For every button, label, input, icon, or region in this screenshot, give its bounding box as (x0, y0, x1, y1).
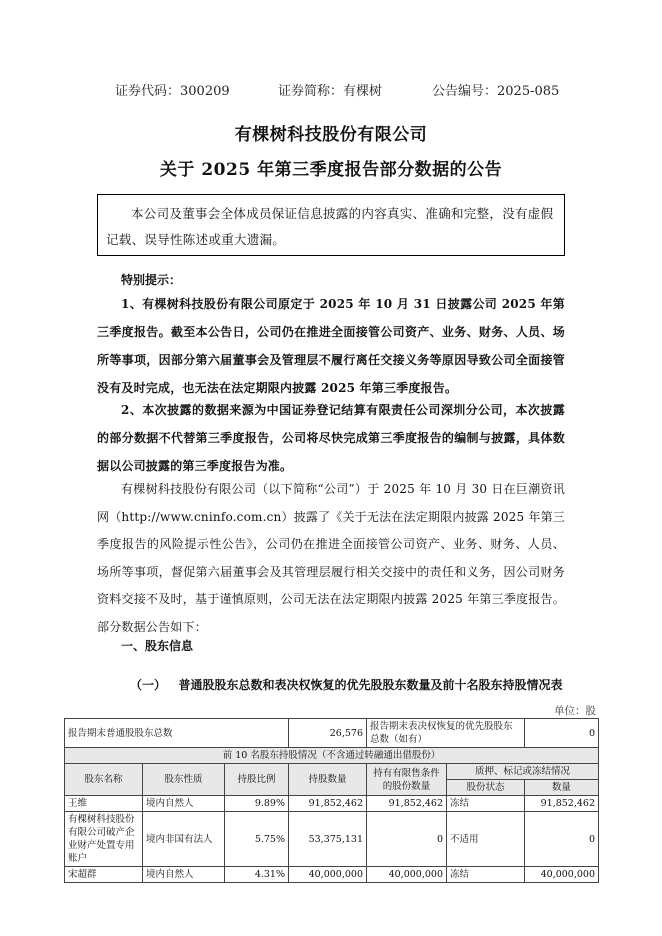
holder-count: 40,000,000 (289, 867, 367, 883)
col-header-restricted: 持有有限售条件的股份数量 (367, 764, 447, 796)
table-row (65, 796, 599, 812)
holder-name: 王维 (65, 796, 143, 812)
table-row (65, 719, 599, 748)
announcement-title: 关于 2025 年第三季度报告部分数据的公告 (159, 160, 503, 180)
holder-count: 53,375,131 (289, 812, 367, 867)
total-holders-value: 26,576 (289, 719, 367, 748)
disclaimer-box: 本公司及董事会全体成员保证信息披露的内容真实、准确和完整，没有虚假记载、误导性陈述或重大遗漏。 (97, 194, 565, 256)
total-holders-label: 报告期末普通股股东总数 (65, 719, 289, 748)
holder-ratio: 9.89% (225, 796, 289, 812)
shareholder-table (64, 718, 599, 883)
pref-holders-label: 报告期末表决权恢复的优先股股东总数（如有） (367, 719, 525, 748)
holder-nature: 境内自然人 (143, 867, 225, 883)
holder-status: 冻结 (447, 796, 525, 812)
stock-code: 证券代码：300209 (115, 84, 230, 99)
holder-restricted: 40,000,000 (367, 867, 447, 883)
holder-ratio: 5.75% (225, 812, 289, 867)
special-notice-item-1: 1、有棵树科技股份有限公司原定于 2025 年 10 月 31 日披露公司 2025 年第三季度报告。截至本公告日，公司仍在推进全面接管公司资产、业务、财务、人员、场所等事项，因部分第六届董事会及管理层不履行离任交接义务等原因导致公司全面接管没有及时完成，也无法在法定期限内披露 2025 年第三季度报告。 (97, 297, 565, 395)
notice-number: 公告编号：2025-085 (432, 84, 560, 99)
holder-qty: 40,000,000 (525, 867, 599, 883)
section-shareholder-info: 一、股东信息 (121, 639, 194, 653)
col-header-nature: 股东性质 (143, 764, 225, 796)
pref-holders-value: 0 (525, 719, 599, 748)
holder-restricted: 91,852,462 (367, 796, 447, 812)
table-header-row (65, 764, 599, 780)
holder-status: 不适用 (447, 812, 525, 867)
holder-nature: 境内自然人 (143, 796, 225, 812)
col-header-qty: 数量 (525, 780, 599, 796)
subsection-top10-holders: （一） 普通股股东总数和表决权恢复的优先股股东数量及前十名股东持股情况表 (130, 678, 563, 692)
company-title: 有棵树科技股份有限公司 (234, 125, 428, 145)
holder-name: 有棵树科技股份有限公司破产企业财产处置专用账户 (65, 812, 143, 867)
holder-count: 91,852,462 (289, 796, 367, 812)
holder-name: 宋超群 (65, 867, 143, 883)
col-header-ratio: 持股比例 (225, 764, 289, 796)
top10-caption: 前 10 名股东持股情况（不含通过转融通出借股份） (65, 748, 599, 764)
col-header-pledge-group: 质押、标记或冻结情况 (447, 764, 599, 780)
holder-nature: 境内非国有法人 (143, 812, 225, 867)
holder-ratio: 4.31% (225, 867, 289, 883)
holder-status: 冻结 (447, 867, 525, 883)
stock-short-name: 证券简称：有棵树 (278, 84, 383, 99)
special-notice-heading: 特别提示： (121, 273, 182, 287)
unit-label: 单位：股 (554, 705, 596, 717)
table-row (65, 748, 599, 764)
col-header-name: 股东名称 (65, 764, 143, 796)
body-paragraph: 有棵树科技股份有限公司（以下简称“公司”）于 2025 年 10 月 30 日在巨潮资讯网（http://www.cninfo.com.cn）披露了《关于无法在法定期限内披露 2025 年第三季度报告的风险提示性公告》，公司仍在推进全面接管公司资产、业务、财务、人员、场所等事项，督促第六届董事会及其管理层履行相关交接中的责任和义务，因公司财务资料交接不及时，基于谨慎原则，公司无法在法定期限内披露 2025 年第三季度报告。部分数据公告如下： (97, 482, 565, 634)
holder-restricted: 0 (367, 812, 447, 867)
holder-qty: 91,852,462 (525, 796, 599, 812)
col-header-status: 股份状态 (447, 780, 525, 796)
table-row (65, 867, 599, 883)
special-notice-item-2: 2、本次披露的数据来源为中国证券登记结算有限责任公司深圳分公司，本次披露的部分数据不代替第三季度报告，公司将尽快完成第三季度报告的编制与披露，具体数据以公司披露的第三季度报告为准。 (97, 403, 565, 473)
col-header-count: 持股数量 (289, 764, 367, 796)
holder-qty: 0 (525, 812, 599, 867)
table-row (65, 812, 599, 867)
